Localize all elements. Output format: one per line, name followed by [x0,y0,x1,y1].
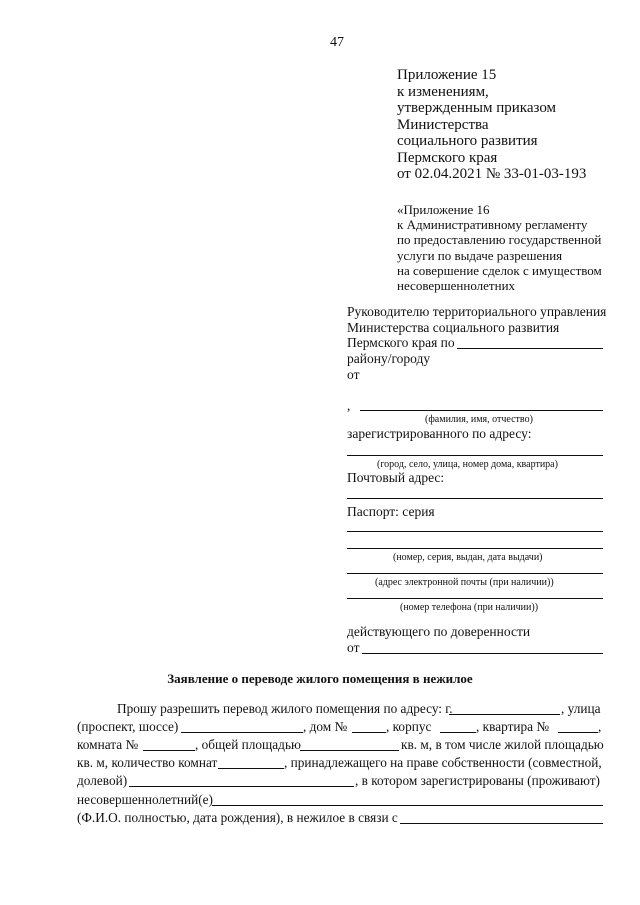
total-area-field[interactable] [300,750,399,751]
passport-label: Паспорт: серия [347,504,435,519]
appendix-line: к изменениям, [397,83,489,100]
fio-field[interactable] [360,410,603,411]
street-field[interactable] [181,732,303,733]
page-number: 47 [330,35,344,50]
appendix-line: от 02.04.2021 № 33-01-03-193 [397,166,587,182]
body-text: , принадлежащего на праве собственности (совместной, [284,755,602,770]
proxy-field[interactable] [362,653,603,654]
building-field[interactable] [440,732,476,733]
email-caption: (адрес электронной почты (при наличии)) [375,577,554,588]
registered-label: зарегистрированного по адресу: [347,426,532,441]
appendix-line: по предоставлению государственной [397,232,602,248]
proxy-label: действующего по доверенности [347,624,531,639]
body-text: кв. м, в том числе жилой площадью [401,737,604,752]
body-text: кв. м, количество комнат [77,755,218,770]
body-text: (Ф.И.О. полностью, дата рождения), в нежилое в связи с [77,810,398,825]
reason-field[interactable] [400,823,603,824]
appendix-16-block [397,202,602,293]
body-text: (проспект, шоссе) [77,719,179,734]
appendix-line: к Административному регламенту [397,217,588,233]
appendix-line: «Приложение 16 [397,202,490,217]
appendix-line: утвержденным приказом [397,100,557,116]
body-text: , корпус [386,719,432,734]
proxy-from-label: от [347,640,360,655]
body-text: несовершеннолетний(е) [77,792,213,807]
addressee-line-2: Министерства социального развития [347,320,560,335]
appendix-15-block [397,67,586,183]
document-title: Заявление о переводе жилого помещения в нежилое [167,671,473,686]
appendix-line: на совершение сделок с имуществом [397,262,602,278]
from-label: от [347,367,360,382]
appendix-line: Пермского края [397,149,498,166]
body-text: , дом № [303,719,348,734]
addressee-line-4: району/городу [347,351,431,366]
city-field[interactable] [449,714,560,715]
house-field[interactable] [352,732,386,733]
body-text: , квартира № [476,719,550,734]
passport-caption: (номер, серия, выдан, дата выдачи) [393,552,543,563]
appendix-line: социального развития [397,133,538,149]
phone-field[interactable] [347,598,603,599]
passport-field-2[interactable] [347,548,603,549]
body-text: , улица [561,701,601,716]
appendix-line: несовершеннолетних [397,278,516,294]
passport-field-1[interactable] [347,531,603,532]
minors-field[interactable] [212,805,603,806]
appendix-line: Приложение 15 [397,67,497,83]
addressee-line-3: Пермского края по [347,335,455,350]
body-text: , общей площадью [195,737,301,752]
apartment-field[interactable] [558,732,598,733]
room-field[interactable] [143,750,195,751]
body-text: , в котором зарегистрированы (проживают) [355,773,600,788]
body-text: комната № [77,737,139,752]
rooms-count-field[interactable] [218,768,284,769]
addressee-line-1: Руководителю территориального управления [347,304,607,319]
body-text: , [598,719,602,734]
comma-mark: , [347,398,351,413]
appendix-line: услуги по выдаче разрешения [397,247,563,263]
body-text: долевой) [77,773,128,788]
body-text: Прошу разрешить перевод жилого помещения по адресу: г. [117,701,453,716]
fio-caption: (фамилия, имя, отчество) [425,414,533,425]
address-field[interactable] [347,455,603,456]
ownership-field[interactable] [129,786,354,787]
email-field[interactable] [347,573,603,574]
phone-caption: (номер телефона (при наличии)) [400,602,539,613]
appendix-line: Министерства [397,116,489,133]
postal-field[interactable] [347,498,603,499]
district-field[interactable] [457,348,603,349]
postal-label: Почтовый адрес: [347,470,445,485]
address-caption: (город, село, улица, номер дома, квартира) [377,459,558,470]
